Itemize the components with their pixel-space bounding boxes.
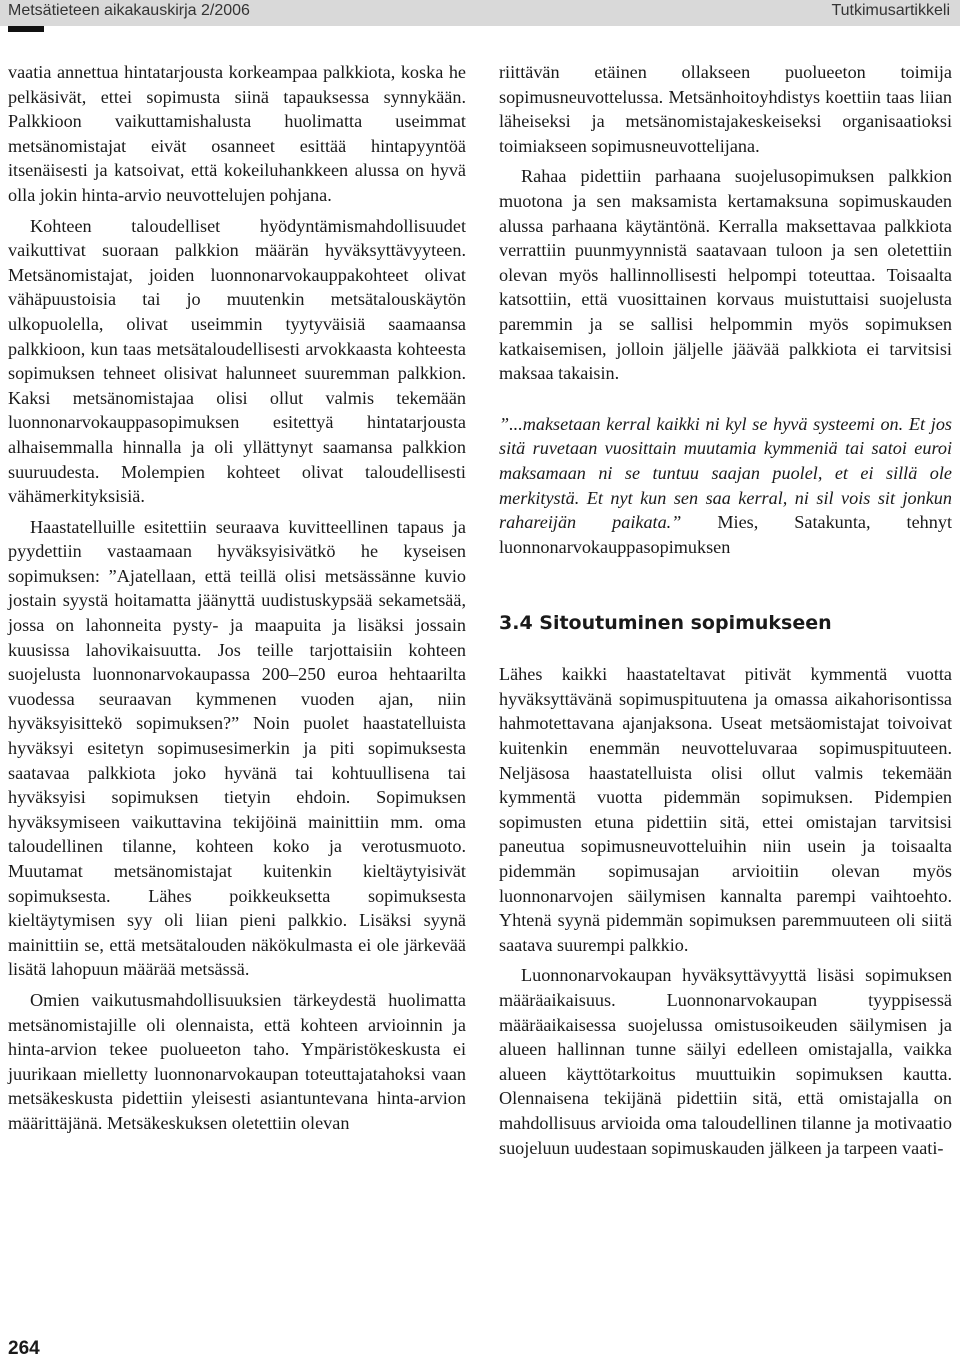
quote-text: ”...maksetaan kerral kaikki ni kyl se hyvä systeemi on. Et jos sitä ruvetaan vuosittain muutamia kymmeniä tai satoi euroi maksamaan ni se tuntuu saajan puolel, et ei sillä ole merkitystä. Et nyt kun sen saa kerral, ni sil vois sit jonkun rahareijän paikata.” <box>499 413 952 533</box>
page-number: 264 <box>8 1338 40 1359</box>
paragraph: Lähes kaikki haastateltavat pitivät kymmentä vuotta hyväksyttävänä sopimuspituutena ja omassa aikahorisontissa hahmotettavana ajanjaksona. Useat metsäomistajat toivoivat kuitenkin enemmän neuvotteluvaraa sopimuspituuteen. Neljäsosa haastatelluista olisi ollut valmis tekemään kymmentä vuotta pidemmän sopimuksen. Pidempien sopimusten etuna pidettiin sitä, ettei omistajan tarvitsisi paneutua sopimusneuvotteluihin niin usein ja toisaalta pidemmän sopimusajan arvioitiin olevan myös luonnonarvojen säilymisen kannalta parempi vaihtoehto. Yhtenä syynä pidemmän sopimuksen paremmuuteen oli siitä saatava suurempi palkkio. <box>499 664 952 955</box>
right-column <box>499 60 952 1160</box>
interview-quote <box>499 412 952 560</box>
paragraph: Luonnonarvokaupan hyväksyttävyyttä lisäsi sopimuksen määräaikaisuus. Luonnonarvokaupan tyyppisessä määräaikaisessa suojelussa omistusoikeuden säilymisen ja alueen hallinnan tunne säilyi edelleen omistajalla, vaikka alueen käyttötarkoitus muuttuikin sopimuksen kautta. Olennaisena tekijänä pidettiin sitä, että omistajalla on mahdollisuus arvioida oma taloudellinen tilanne ja motivaatio suojeluun uudestaan sopimuskauden jälkeen ja tarpeen vaati- <box>499 965 952 1158</box>
quote-source: Mies, Satakunta, tehnyt luonnonarvokauppasopimuksen <box>499 512 952 557</box>
paragraph: riittävän etäinen ollakseen puolueeton toimija sopimusneuvottelussa. Metsänhoitoyhdistys koettiin taas liian läheiseksi ja metsänomistajakeskeiseksi organisaatioksi toimiakseen sopimusneuvottelijana. <box>499 62 952 156</box>
article-type: Tutkimusartikkeli <box>831 2 950 19</box>
left-column <box>8 60 466 1136</box>
paragraph: Rahaa pidettiin parhaana suojelusopimuksen palkkion muotona ja sen maksamista kertamaksuna sopimuskauden alussa parhaana käytäntönä. Kerralla maksettavaa palkkiota verrattiin puunmyynnistä saatavaan tuloon ja sen oletettiin olevan myös hallinnollisesti helpompi toteuttaa. Toisaalta katsottiin, että vuosittainen korvaus muistuttaisi suojelusta paremmin ja se sallisi helpommin myös sopimuksen katkaisemisen, jolloin jäljelle jäävää palkkiota ei tarvitsisi maksaa takaisin. <box>499 166 952 384</box>
running-header <box>0 0 960 26</box>
paragraph: Omien vaikutusmahdollisuuksien tärkeydestä huolimatta metsänomistajille oli olennaista, että kohteen arvioinnin ja hinta-arvion tekee puolueeton taho. Ympäristökeskusta ei juurikaan mielletty luonnonarvokaupan toteuttajatahoksi vaan metsäkeskusta pidettiin yleisesti asiantuntevana hinta-arvion määrittäjänä. Metsäkeskuksen oletettiin olevan <box>8 989 466 1133</box>
paragraph: Haastatelluille esitettiin seuraava kuvitteellinen tapaus ja pyydettiin vastaamaan hyväksyisivätkö he kyseisen sopimuksen: ”Ajatellaan, että teillä olisi metsässänne kuvio jostain syystä hoitamatta jäänyttä uudistuskypsää sekametsää, jossa on lahonneita pysty- ja maapuita ja lisäksi jossain kuusissa lahovikaisuutta. Jos teille tarjottaisiin kohteen suojelusta luonnonarvokaupassa 200–250 euroa hehtaarilta vuodessa seuraavan kymmenen vuoden ajan, niin hyväksyisittekö sopimuksen?” Noin puolet haastatelluista hyväksyi esitetyn sopimusesimerkin ja piti sopimuksesta saatavaa palkkiota joko hyvänä tai kohtuullisena tai hyväksyisi sopimuksen tietyin ehdoin. Sopimuksen hyväksymiseen vaikuttavina tekijöinä mainittiin mm. oma taloudellinen tilanne, kohteen koko ja verotusmuoto. Muutamat metsänomistajat kuitenkin kieltäytyisivät sopimuksesta. Lähes poikkeuksetta sopimuksesta kieltäytymisen syy oli liian pieni palkkio. Lisäksi syynä mainittiin se, että metsätalouden näkökulmasta ei ole järkevää lisätä lahopuun määrää metsässä. <box>8 516 466 980</box>
header-marker-bar <box>8 26 44 32</box>
journal-title: Metsätieteen aikakauskirja 2/2006 <box>8 2 250 19</box>
section-heading: 3.4 Sitoutuminen sopimukseen <box>499 612 832 635</box>
paragraph: vaatia annettua hintatarjousta korkeampaa palkkiota, koska he pelkäsivät, ettei sopimusta siinä tapauksessa synnykään. Palkkioon vaikuttamishalusta huolimatta useimmat metsänomistajat eivät osanneet esittää hintapyyntöä itsenäisesti ja katsoivat, että kokeiluhankkeen alussa on hyvä olla jokin hinta-arvio neuvottelujen pohjana. <box>8 62 466 205</box>
paragraph: Kohteen taloudelliset hyödyntämismahdollisuudet vaikuttivat suoraan palkkion määrän hyväksyttävyyteen. Metsänomistajat, joiden luonnonarvokauppakohteet olivat vähäpuustoisia tai jo muutenkin metsätalouskäytön ulkopuolella, olivat useimmin tyytyväisiä saamaansa palkkioon, kun taas metsätaloudellisesti arvokkaasta kohteesta sopimuksen tehneet olisivat halunneet suuremman palkkion. Kaksi metsänomistajaa olisi ollut valmis tekemään luonnonarvokauppasopimuksen esitettyä hintatarjousta alhaisemmalla hinnalla ja oli yllättynyt saamansa palkkion suuruudesta. Molempien kohteet olivat taloudellisesti vähämerkityksisiä. <box>8 215 466 507</box>
